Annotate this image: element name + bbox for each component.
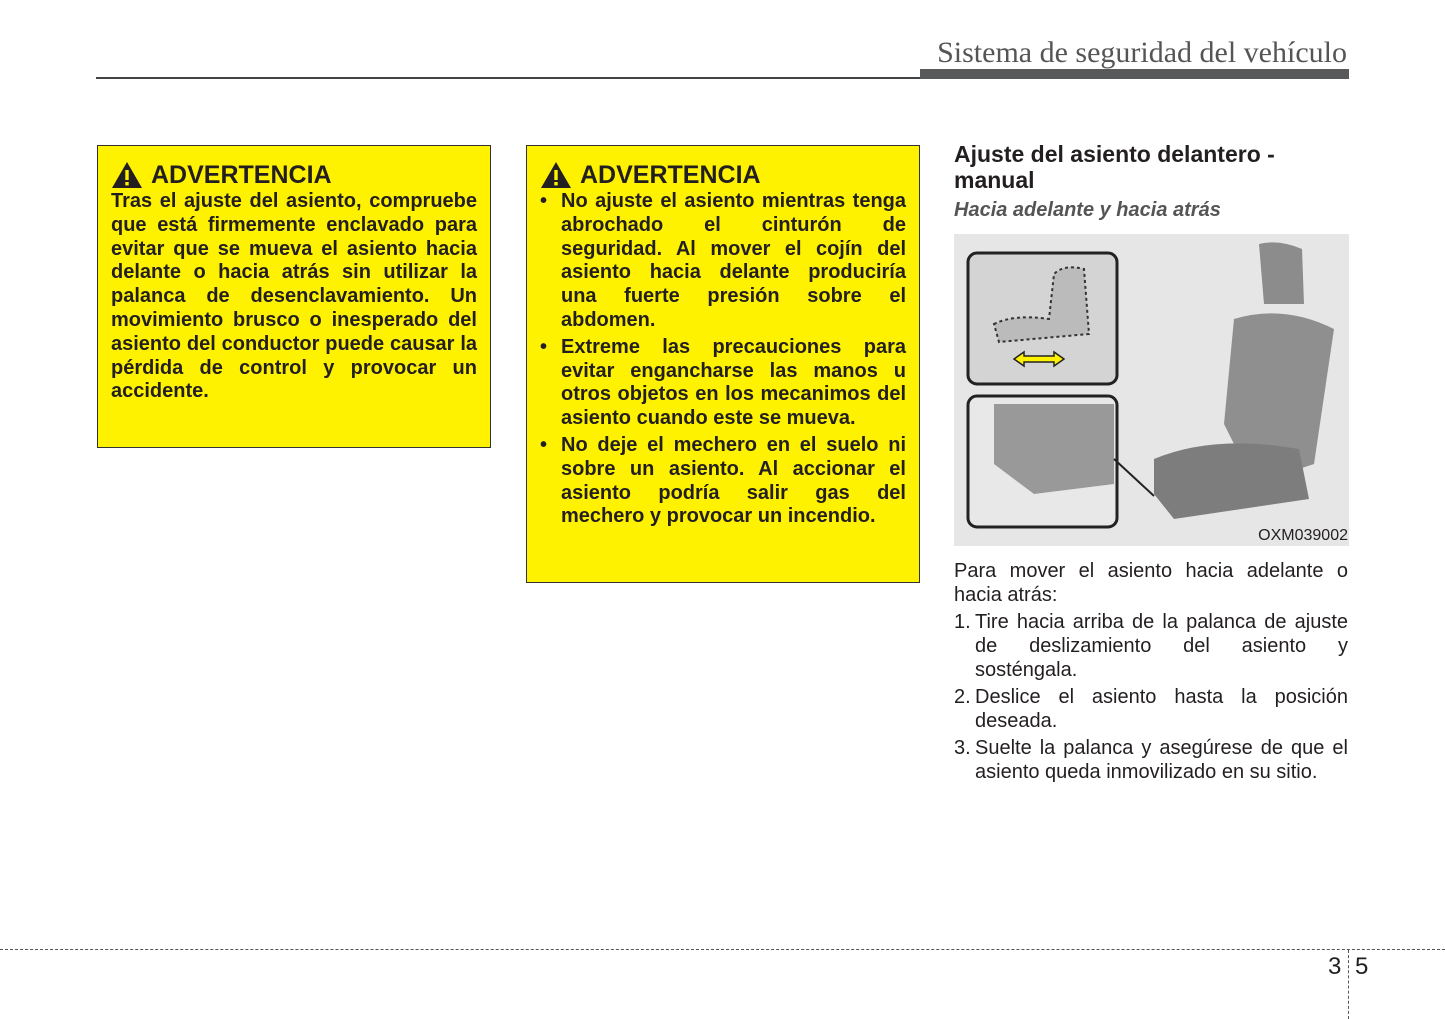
step-text: Tire hacia arriba de la palanca de ajuste de deslizamiento del asiento y sosténgala. (975, 611, 1348, 681)
step-item (954, 736, 1348, 784)
step-text: Suelte la palanca y asegúrese de que el asiento queda inmovilizado en su sitio. (975, 737, 1348, 783)
figure-code: OXM039002 (1258, 527, 1348, 544)
seat-illustration (954, 234, 1349, 546)
warning-box-1 (97, 145, 491, 448)
warning-icon (111, 161, 143, 189)
warning-box-2 (526, 145, 920, 583)
seat-adjust-illustration (954, 234, 1349, 546)
intro-text: Para mover el asiento hacia adelante o hacia atrás: (954, 560, 1348, 606)
warning-item: • No ajuste el asiento mientras tenga abrochado el cinturón de seguridad. Al mover el cojín del asiento hacia delante produciría una fuerte presión sobre el abdomen. (540, 190, 906, 333)
warning-icon (540, 161, 572, 189)
footer-rule (0, 949, 1445, 950)
step-number: 3. (954, 737, 971, 759)
step-item (954, 610, 1348, 682)
chapter-number: 3 (1328, 953, 1342, 980)
step-number: 1. (954, 611, 971, 633)
warning-title: ADVERTENCIA (580, 161, 761, 189)
header-rule (96, 77, 922, 79)
warning-text: Tras el ajuste del asiento, compruebe que está firmemente enclavado para evitar que se mueva el asiento hacia delante o hacia atrás sin utilizar la palanca de desenclavamiento. Un movimiento brusco o inesperado del asiento del conductor puede causar la pérdida de control y provocar un accidente. (111, 190, 477, 403)
section-title: Ajuste del asiento delantero - manual (954, 141, 1275, 193)
warning-item: • No deje el mechero en el suelo ni sobre un asiento. Al accionar el asiento podría salir gas del mechero y provocar un incendio. (540, 434, 906, 529)
step-item (954, 685, 1348, 733)
step-number: 2. (954, 686, 971, 708)
warning-title: ADVERTENCIA (151, 161, 332, 189)
step-text: Deslice el asiento hasta la posición deseada. (975, 686, 1348, 732)
page-number: 5 (1355, 953, 1369, 980)
warning-item: • Extreme las precauciones para evitar engancharse las manos u otros objetos en los mecanimos del asiento cuando este se mueva. (540, 336, 906, 431)
header-bar (920, 69, 1349, 79)
footer-divider (1348, 950, 1349, 1019)
running-header: Sistema de seguridad del vehículo (937, 36, 1347, 69)
section-subtitle: Hacia adelante y hacia atrás (954, 199, 1221, 221)
instructions-column (954, 141, 1348, 787)
